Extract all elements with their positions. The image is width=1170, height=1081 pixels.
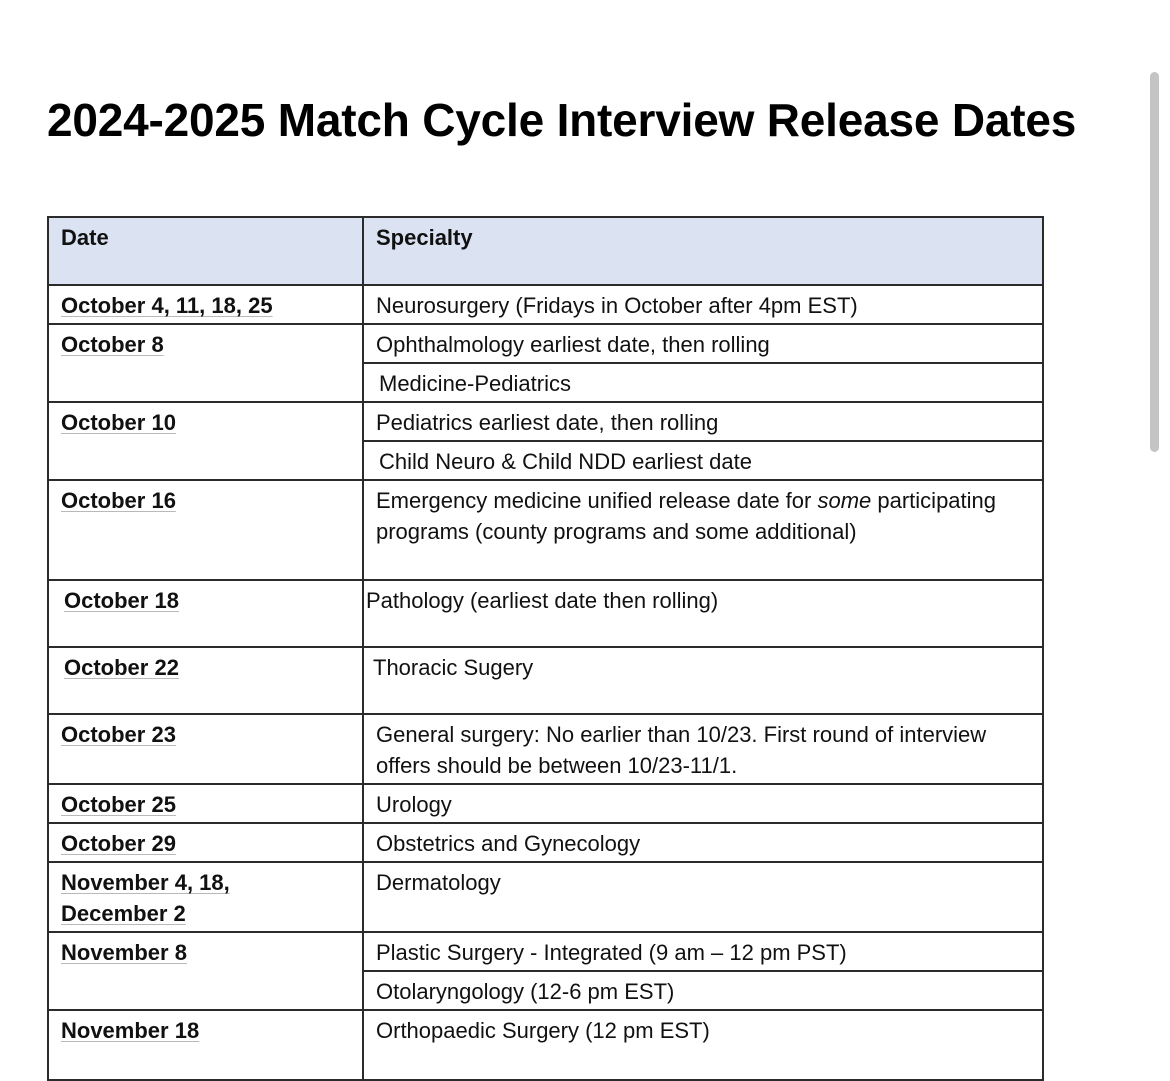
table-row <box>48 784 1043 823</box>
specialty-cell: Dermatology <box>363 862 1043 932</box>
specialty-cell: Pediatrics earliest date, then rolling <box>363 402 1043 441</box>
header-specialty: Specialty <box>363 217 1043 285</box>
table-row <box>48 647 1043 714</box>
date-cell: October 4, 11, 18, 25 <box>48 285 363 324</box>
date-cell: November 8 <box>48 932 363 1010</box>
table-row <box>48 285 1043 324</box>
date-cell: October 8 <box>48 324 363 402</box>
date-cell: October 10 <box>48 402 363 480</box>
table-row <box>48 580 1043 647</box>
date-cell: October 23 <box>48 714 363 784</box>
date-cell: October 18 <box>48 580 363 647</box>
date-cell: November 4, 18, December 2 <box>48 862 363 932</box>
specialty-cell: Otolaryngology (12-6 pm EST) <box>363 971 1043 1010</box>
table-row <box>48 823 1043 862</box>
header-date: Date <box>48 217 363 285</box>
release-dates-table <box>47 216 1044 1081</box>
specialty-cell: Thoracic Sugery <box>363 647 1043 714</box>
specialty-cell: Neurosurgery (Fridays in October after 4pm EST) <box>363 285 1043 324</box>
table-row <box>48 932 1043 971</box>
vertical-scrollbar[interactable] <box>1150 72 1159 452</box>
emphasis-some: some <box>817 488 872 513</box>
table-header-row <box>48 217 1043 285</box>
date-cell: November 18 <box>48 1010 363 1080</box>
specialty-cell: Plastic Surgery - Integrated (9 am – 12 pm PST) <box>363 932 1043 971</box>
specialty-cell: Emergency medicine unified release date for some participating programs (county programs and some additional) <box>363 480 1043 580</box>
specialty-cell: Orthopaedic Surgery (12 pm EST) <box>363 1010 1043 1080</box>
specialty-cell: Ophthalmology earliest date, then rolling <box>363 324 1043 363</box>
date-cell: October 29 <box>48 823 363 862</box>
table-row <box>48 714 1043 784</box>
date-cell: October 25 <box>48 784 363 823</box>
table-row <box>48 324 1043 363</box>
specialty-cell: Pathology (earliest date then rolling) <box>363 580 1043 647</box>
table-row <box>48 402 1043 441</box>
specialty-cell: Urology <box>363 784 1043 823</box>
table-row <box>48 1010 1043 1080</box>
specialty-cell: Medicine-Pediatrics <box>363 363 1043 402</box>
specialty-cell: Obstetrics and Gynecology <box>363 823 1043 862</box>
specialty-cell: Child Neuro & Child NDD earliest date <box>363 441 1043 480</box>
table-row <box>48 480 1043 580</box>
date-cell: October 16 <box>48 480 363 580</box>
document-title: 2024-2025 Match Cycle Interview Release Dates <box>47 94 1077 146</box>
release-dates-table-wrapper <box>47 216 1042 1081</box>
date-cell: October 22 <box>48 647 363 714</box>
table-row <box>48 862 1043 932</box>
specialty-cell: General surgery: No earlier than 10/23. First round of interview offers should be between 10/23-11/1. <box>363 714 1043 784</box>
